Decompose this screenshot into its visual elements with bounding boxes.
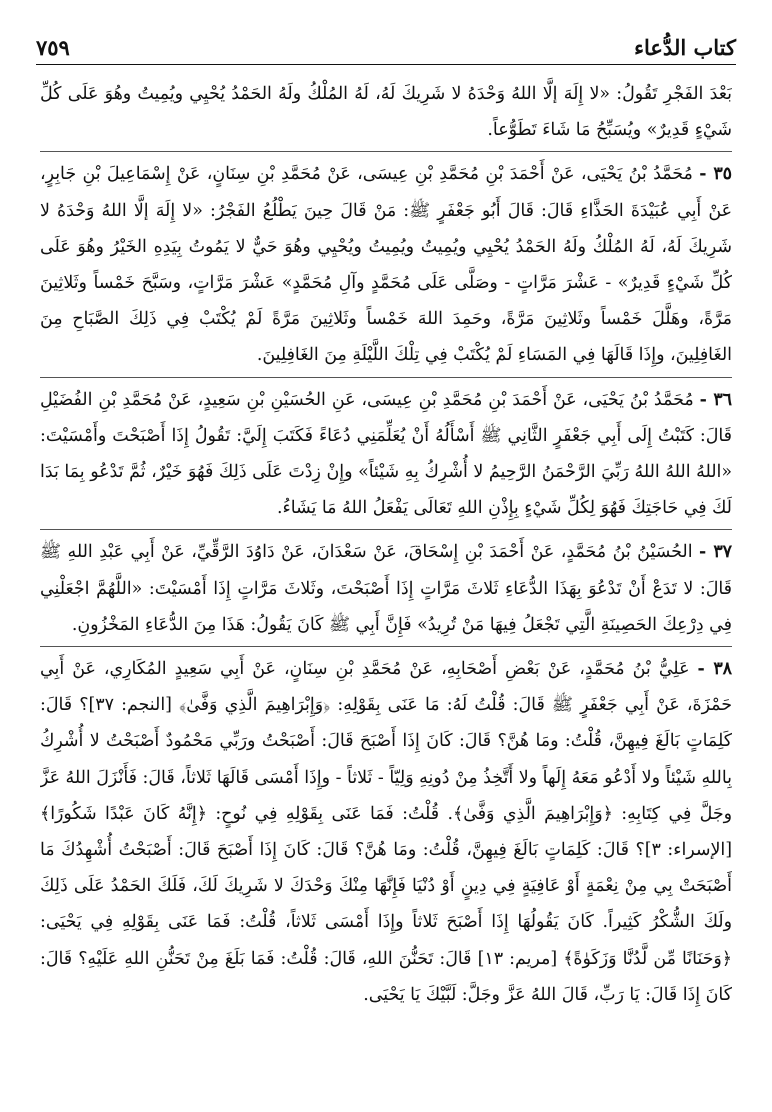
page-header	[36, 26, 736, 60]
paragraph-divider	[40, 529, 732, 530]
hadith-number: ٣٨ -	[697, 659, 732, 680]
paragraph-text: مُحَمَّدُ بْنُ يَحْيَى، عَنْ أَحْمَدَ بْنِ مُحَمَّدِ بْنِ عِيسَى، عَنِ الحُسَيْنِ بْنِ سَعِيدٍ، عَنْ مُحَمَّدِ بْنِ الفُضَيْلِ قَالَ: كَتَبْتُ إِلَى أَبِي جَعْفَرٍ الثَّانِي ﷺ أَسْأَلُهُ أَنْ يُعَلِّمَنِي دُعَاءً فَكَتَبَ إِلَيَّ: تَقُولُ إِذَا أَصْبَحْتَ وأَمْسَيْتَ: «اللهُ اللهُ اللهُ رَبِّيَ الرَّحْمَنُ الرَّحِيمُ لا أُشْرِكُ بِهِ شَيْئاً» وإِنْ زِدْتَ عَلَى ذَلِكَ فَهُوَ خَيْرٌ، ثُمَّ تَدْعُو بِمَا بَدَا لَكَ فِي حَاجَتِكَ فَهُوَ لِكُلِّ شَيْءٍ بِإِذْنِ اللهِ تَعَالَى يَفْعَلُ اللهُ مَا يَشَاءُ.	[40, 389, 732, 519]
hadith-number: ٣٦ -	[699, 389, 732, 410]
hadith-38	[40, 651, 732, 1013]
hadith-number: ٣٥ -	[699, 164, 732, 185]
paragraph-continuation	[40, 76, 732, 148]
paragraph-text: عَلِيُّ بْنُ مُحَمَّدٍ، عَنْ بَعْضِ أَصْحَابِهِ، عَنْ مُحَمَّدِ بْنِ سِنَانٍ، عَنْ أَبِي سَعِيدٍ المُكَارِي، عَنْ أَبِي حَمْزَةَ، عَنْ أَبِي جَعْفَرٍ ﷺ قَالَ: قُلْتُ لَهُ: مَا عَنَى بِقَوْلِهِ: ﴿وَإِبْرَاهِيمَ الَّذِي وَفَّىٰ﴾ [النجم: ٣٧]؟ قَالَ: كَلِمَاتٍ بَالَغَ فِيهِنَّ، قُلْتُ: ومَا هُنَّ؟ قَالَ: كَانَ إِذَا أَصْبَحَ قَالَ: أَصْبَحْتُ ورَبِّي مَحْمُودٌ أَصْبَحْتُ لا أُشْرِكُ بِاللهِ شَيْئاً ولا أَدْعُو مَعَهُ إِلَهاً ولا أَتَّخِذُ مِنْ دُونِهِ وَلِيّاً - ثَلاثاً - وإِذَا أَمْسَى قَالَهَا ثَلاثاً، قَالَ: فَأَنْزَلَ اللهُ عَزَّ وجَلَّ فِي كِتَابِهِ: ﴿وَإِبْرَاهِيمَ الَّذِي وَفَّىٰ﴾. قُلْتُ: فَمَا عَنَى بِقَوْلِهِ فِي نُوحٍ: ﴿إِنَّهُ كَانَ عَبْدًا شَكُورًا﴾ [الإسراء: ٣]؟ قَالَ: كَلِمَاتٍ بَالَغَ فِيهِنَّ، قُلْتُ: ومَا هُنَّ؟ قَالَ: كَانَ إِذَا أَصْبَحَ قَالَ: أَصْبَحْتُ أُشْهِدُكَ مَا أَصْبَحَتْ بِي مِنْ نِعْمَةٍ أَوْ عَافِيَةٍ فِي دِينٍ أَوْ دُنْيَا فَإِنَّهَا مِنْكَ وَحْدَكَ لا شَرِيكَ لَكَ، فَلَكَ الحَمْدُ عَلَى ذَلِكَ ولَكَ الشُّكْرُ كَثِيراً. كَانَ يَقُولُهَا إِذَا أَصْبَحَ ثَلاثاً وإِذَا أَمْسَى ثَلاثاً، قُلْتُ: فَمَا عَنَى بِقَوْلِهِ فِي يَحْيَى: ﴿وَحَنَانًا مِّن لَّدُنَّا وَزَكَوٰةً﴾ [مريم: ١٣] قَالَ: تَحَنُّنَ اللهِ، قَالَ: قُلْتُ: فَمَا بَلَغَ مِنْ تَحَنُّنِ اللهِ عَلَيْهِ؟ قَالَ: كَانَ إِذَا قَالَ: يَا رَبِّ، قَالَ اللهُ عَزَّ وجَلَّ: لَبَّيْكَ يَا يَحْيَى.	[40, 659, 732, 1005]
hadith-35	[40, 156, 732, 373]
hadith-number: ٣٧ -	[699, 542, 732, 563]
hadith-37	[40, 534, 732, 643]
book-title: كتاب الدُّعاء	[634, 35, 736, 60]
paragraph-text: بَعْدَ الفَجْرِ تَقُولُ: «لا إِلَهَ إلَّا اللهُ وَحْدَهُ لا شَرِيكَ لَهُ، لَهُ المُلْكُ ولَهُ الحَمْدُ يُحْيِي ويُمِيتُ وهُوَ عَلَى كُلِّ شَيْءٍ قَدِيرٌ» ويُسَبِّحُ مَا شَاءَ تَطَوُّعاً.	[40, 84, 732, 141]
page-body	[40, 76, 732, 1092]
header-rule	[36, 64, 736, 65]
hadith-36	[40, 382, 732, 527]
paragraph-text: مُحَمَّدُ بْنُ يَحْيَى، عَنْ أَحْمَدَ بْنِ مُحَمَّدِ بْنِ عِيسَى، عَنْ مُحَمَّدِ بْنِ سِنَانٍ، عَنْ إِسْمَاعِيلَ بْنِ جَابِرٍ، عَنْ أَبِي عُبَيْدَةَ الحَذَّاءِ قَالَ: قَالَ أَبُو جَعْفَرٍ ﷺ: مَنْ قَالَ حِينَ يَطْلُعُ الفَجْرُ: «لا إِلَهَ إلَّا اللهُ وَحْدَهُ لا شَرِيكَ لَهُ، لَهُ المُلْكُ ولَهُ الحَمْدُ يُحْيِي ويُمِيتُ ويُمِيتُ ويُحْيِي وهُوَ حَيٌّ لا يَمُوتُ بِيَدِهِ الخَيْرُ وهُوَ عَلَى كُلِّ شَيْءٍ قَدِيرٌ» - عَشْرَ مَرَّاتٍ - وصَلَّى عَلَى مُحَمَّدٍ وآلِ مُحَمَّدٍ» عَشْرَ مَرَّاتٍ، وسَبَّحَ خَمْساً وثَلاثِينَ مَرَّةً، وهَلَّلَ خَمْساً وثَلاثِينَ مَرَّةً، وحَمِدَ اللهَ خَمْساً وثَلاثِينَ مَرَّةً لَمْ يُكْتَبْ فِي ذَلِكَ الصَّبَاحِ مِنَ الغَافِلِينَ، وإِذَا قَالَهَا فِي المَسَاءِ لَمْ يُكْتَبْ فِي تِلْكَ اللَّيْلَةِ مِنَ الغَافِلِينَ.	[40, 164, 732, 366]
paragraph-divider	[40, 646, 732, 647]
paragraph-text: الحُسَيْنُ بْنُ مُحَمَّدٍ، عَنْ أَحْمَدَ بْنِ إِسْحَاقَ، عَنْ سَعْدَانَ، عَنْ دَاوُدَ الرَّقِّيِّ، عَنْ أَبِي عَبْدِ اللهِ ﷺ قَالَ: لا تَدَعْ أَنْ تَدْعُوَ بِهَذَا الدُّعَاءِ ثَلاثَ مَرَّاتٍ إِذَا أَصْبَحْتَ، وثَلاثَ مَرَّاتٍ إِذَا أَمْسَيْتَ: «اللَّهُمَّ اجْعَلْنِي فِي دِرْعِكَ الحَصِينَةِ الَّتِي تَجْعَلُ فِيهَا مَنْ تُرِيدُ» فَإِنَّ أَبِي ﷺ كَانَ يَقُولُ: هَذَا مِنَ الدُّعَاءِ المَخْزُونِ.	[40, 542, 732, 635]
paragraph-divider	[40, 377, 732, 378]
paragraph-divider	[40, 151, 732, 152]
page-number: ٧٥٩	[36, 35, 70, 60]
